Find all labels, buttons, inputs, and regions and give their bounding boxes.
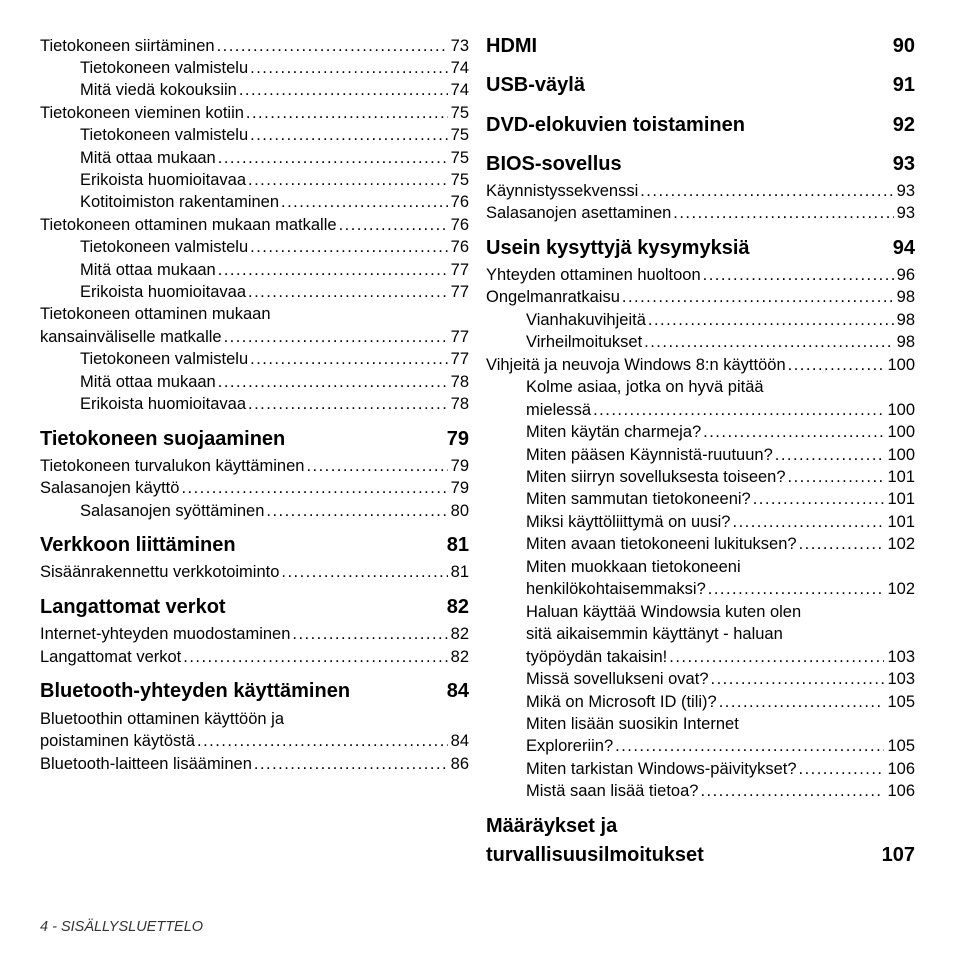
entry-page: 78	[450, 373, 469, 391]
entry-page: 93	[896, 182, 915, 200]
page-footer: 4 - SISÄLLYSLUETTELO	[40, 919, 204, 935]
dot-leader	[266, 501, 447, 521]
dot-leader	[306, 456, 447, 476]
chapter-title: Tietokoneen suojaaminen	[40, 428, 286, 450]
entry-page: 102	[887, 535, 915, 553]
toc-chapter-heading[interactable]	[486, 843, 915, 867]
toc-subentry[interactable]	[80, 125, 469, 145]
entry-title: Miten avaan tietokoneeni lukituksen?	[526, 535, 797, 553]
dot-leader	[644, 332, 893, 352]
dot-leader	[703, 422, 884, 442]
toc-subentry[interactable]	[80, 80, 469, 100]
entry-title: Erikoista huomioitavaa	[80, 395, 246, 413]
toc-chapter-heading[interactable]	[40, 427, 469, 451]
toc-subentry[interactable]	[80, 394, 469, 414]
entry-title: Tietokoneen ottaminen mukaan matkalle	[40, 216, 337, 234]
entry-title: Miten käytän charmeja?	[526, 423, 702, 441]
entry-title: Bluetooth-laitteen lisääminen	[40, 755, 252, 773]
toc-subentry[interactable]	[526, 736, 915, 756]
toc-subentry[interactable]	[526, 422, 915, 442]
dot-leader	[593, 400, 884, 420]
entry-page: 77	[450, 350, 469, 368]
chapter-page: 93	[892, 153, 915, 175]
dot-leader	[292, 624, 447, 644]
entry-page: 76	[450, 216, 469, 234]
entry-title: Mistä saan lisää tietoa?	[526, 782, 699, 800]
dot-leader	[217, 36, 448, 56]
entry-title: Erikoista huomioitavaa	[80, 171, 246, 189]
entry-page: 100	[887, 446, 915, 464]
toc-subentry[interactable]	[526, 647, 915, 667]
dot-leader	[250, 125, 447, 145]
entry-title: henkilökohtaisemmaksi?	[526, 580, 706, 598]
toc-chapter-heading[interactable]	[40, 595, 469, 619]
toc-entry[interactable]	[40, 215, 469, 235]
entry-page: 101	[887, 468, 915, 486]
entry-title: Mitä viedä kokouksiin	[80, 81, 237, 99]
dot-leader	[248, 170, 448, 190]
toc-subentry[interactable]	[526, 781, 915, 801]
entry-page: 75	[450, 171, 469, 189]
toc-entry[interactable]	[40, 624, 469, 644]
entry-title: Kotitoimiston rakentaminen	[80, 193, 280, 211]
dot-leader	[218, 260, 448, 280]
entry-page: 84	[450, 732, 469, 750]
entry-page: 101	[887, 490, 915, 508]
entry-title: Tietokoneen siirtäminen	[40, 37, 215, 55]
toc-subentry[interactable]	[80, 237, 469, 257]
entry-title: Mikä on Microsoft ID (tili)?	[526, 693, 717, 711]
dot-leader	[339, 215, 448, 235]
chapter-page: 84	[446, 680, 469, 702]
toc-entry[interactable]	[40, 731, 469, 751]
toc-entry[interactable]	[40, 754, 469, 774]
toc-entry-line[interactable]: Tietokoneen ottaminen mukaan	[40, 305, 271, 323]
entry-page: 82	[450, 625, 469, 643]
entry-title: Miten siirryn sovelluksesta toiseen?	[526, 468, 786, 486]
entry-page: 100	[887, 423, 915, 441]
entry-page: 101	[887, 513, 915, 531]
entry-title: Mitä ottaa mukaan	[80, 149, 216, 167]
chapter-page: 82	[446, 596, 469, 618]
entry-title: Internet-yhteyden muodostaminen	[40, 625, 291, 643]
entry-page: 74	[450, 59, 469, 77]
entry-title: Tietokoneen valmistelu	[80, 350, 249, 368]
toc-subentry-line[interactable]: Miten muokkaan tietokoneeni	[526, 558, 741, 576]
entry-page: 82	[450, 648, 469, 666]
toc-subentry[interactable]	[526, 759, 915, 779]
chapter-page: 81	[446, 534, 469, 556]
entry-page: 102	[887, 580, 915, 598]
chapter-title: Bluetooth-yhteyden käyttäminen	[40, 680, 351, 702]
entry-title: Miten tarkistan Windows-päivitykset?	[526, 760, 797, 778]
toc-subentry[interactable]	[526, 467, 915, 487]
entry-page: 105	[887, 693, 915, 711]
entry-title: poistaminen käytöstä	[40, 732, 196, 750]
toc-subentry[interactable]	[80, 372, 469, 392]
entry-page: 79	[450, 457, 469, 475]
toc-entry[interactable]	[40, 103, 469, 123]
entry-title: Käynnistyssekvenssi	[486, 182, 639, 200]
entry-title: Vihjeitä ja neuvoja Windows 8:n käyttöön	[486, 356, 786, 374]
entry-page: 98	[896, 288, 915, 306]
dot-leader	[218, 148, 448, 168]
entry-page: 80	[450, 502, 469, 520]
entry-page: 74	[450, 81, 469, 99]
entry-page: 75	[450, 126, 469, 144]
toc-chapter-heading[interactable]	[486, 236, 915, 260]
toc-subentry[interactable]	[80, 260, 469, 280]
entry-page: 93	[896, 204, 915, 222]
entry-title: Salasanojen asettaminen	[486, 204, 672, 222]
toc-entry[interactable]	[486, 265, 915, 285]
toc-subentry[interactable]	[526, 692, 915, 712]
toc-entry[interactable]	[486, 181, 915, 201]
entry-page: 106	[887, 782, 915, 800]
dot-leader	[711, 669, 885, 689]
entry-page: 77	[450, 283, 469, 301]
toc-subentry[interactable]	[526, 669, 915, 689]
toc-entry[interactable]	[40, 456, 469, 476]
dot-leader	[788, 467, 885, 487]
entry-title: kansainväliselle matkalle	[40, 328, 222, 346]
toc-chapter-heading-line[interactable]: Määräykset ja	[486, 815, 618, 837]
toc-chapter-heading[interactable]	[486, 73, 915, 97]
entry-page: 105	[887, 737, 915, 755]
dot-leader	[733, 512, 885, 532]
toc-subentry[interactable]	[80, 192, 469, 212]
toc-chapter-heading[interactable]	[40, 679, 469, 703]
dot-leader	[708, 579, 885, 599]
chapter-title: turvallisuusilmoitukset	[486, 844, 704, 866]
entry-title: Sisäänrakennettu verkkotoiminto	[40, 563, 280, 581]
toc-entry[interactable]	[486, 203, 915, 223]
entry-title: Tietokoneen valmistelu	[80, 126, 249, 144]
dot-leader	[799, 534, 885, 554]
dot-leader	[183, 647, 447, 667]
toc-entry[interactable]	[40, 36, 469, 56]
dot-leader	[622, 287, 894, 307]
toc-chapter-heading[interactable]	[486, 113, 915, 137]
dot-leader	[250, 58, 447, 78]
entry-title: Missä sovellukseni ovat?	[526, 670, 709, 688]
entry-page: 100	[887, 356, 915, 374]
entry-page: 103	[887, 670, 915, 688]
entry-title: työpöydän takaisin!	[526, 648, 668, 666]
dot-leader	[281, 562, 447, 582]
entry-page: 106	[887, 760, 915, 778]
entry-title: Exploreriin?	[526, 737, 614, 755]
dot-leader	[181, 478, 447, 498]
toc-entry[interactable]	[486, 355, 915, 375]
chapter-page: 79	[446, 428, 469, 450]
toc-entry[interactable]	[40, 478, 469, 498]
entry-page: 75	[450, 104, 469, 122]
entry-title: Miten pääsen Käynnistä-ruutuun?	[526, 446, 773, 464]
dot-leader	[218, 372, 448, 392]
entry-title: Mitä ottaa mukaan	[80, 261, 216, 279]
dot-leader	[254, 754, 448, 774]
entry-title: Salasanojen syöttäminen	[80, 502, 265, 520]
dot-leader	[250, 237, 447, 257]
entry-title: Tietokoneen vieminen kotiin	[40, 104, 244, 122]
toc-subentry[interactable]	[526, 332, 915, 352]
entry-page: 77	[450, 328, 469, 346]
entry-title: Salasanojen käyttö	[40, 479, 180, 497]
dot-leader	[640, 181, 893, 201]
entry-title: Vianhakuvihjeitä	[526, 311, 646, 329]
toc-subentry[interactable]	[526, 489, 915, 509]
toc-subentry[interactable]	[80, 170, 469, 190]
entry-title: Erikoista huomioitavaa	[80, 283, 246, 301]
toc-entry[interactable]	[40, 562, 469, 582]
dot-leader	[248, 282, 448, 302]
toc-subentry-line[interactable]: sitä aikaisemmin käyttänyt - haluan	[526, 625, 783, 643]
toc-subentry[interactable]	[80, 501, 469, 521]
toc-subentry[interactable]	[526, 534, 915, 554]
entry-title: Miksi käyttöliittymä on uusi?	[526, 513, 731, 531]
entry-page: 79	[450, 479, 469, 497]
entry-title: Mitä ottaa mukaan	[80, 373, 216, 391]
entry-page: 78	[450, 395, 469, 413]
dot-leader	[753, 489, 885, 509]
entry-title: Tietokoneen valmistelu	[80, 59, 249, 77]
entry-title: Yhteyden ottaminen huoltoon	[486, 266, 701, 284]
toc-chapter-heading[interactable]	[40, 533, 469, 557]
toc-chapter-heading[interactable]	[486, 152, 915, 176]
chapter-page: 92	[892, 114, 915, 136]
toc-entry-line[interactable]: Bluetoothin ottaminen käyttöön ja	[40, 710, 284, 728]
toc-subentry-line[interactable]: Kolme asiaa, jotka on hyvä pitää	[526, 378, 764, 396]
dot-leader	[700, 781, 884, 801]
entry-page: 73	[450, 37, 469, 55]
toc-subentry[interactable]	[80, 58, 469, 78]
toc-subentry[interactable]	[526, 445, 915, 465]
entry-page: 103	[887, 648, 915, 666]
chapter-title: USB-väylä	[486, 74, 585, 96]
chapter-title: Usein kysyttyjä kysymyksiä	[486, 237, 750, 259]
entry-title: Tietokoneen valmistelu	[80, 238, 249, 256]
dot-leader	[669, 647, 884, 667]
entry-title: Langattomat verkot	[40, 648, 182, 666]
entry-page: 98	[896, 333, 915, 351]
toc-entry[interactable]	[40, 327, 469, 347]
entry-page: 98	[896, 311, 915, 329]
dot-leader	[775, 445, 885, 465]
dot-leader	[615, 736, 884, 756]
dot-leader	[788, 355, 885, 375]
toc-subentry[interactable]	[80, 148, 469, 168]
chapter-title: Langattomat verkot	[40, 596, 226, 618]
chapter-title: Verkkoon liittäminen	[40, 534, 236, 556]
chapter-title: HDMI	[486, 35, 538, 57]
entry-page: 96	[896, 266, 915, 284]
toc-subentry-line[interactable]: Haluan käyttää Windowsia kuten olen	[526, 603, 802, 621]
chapter-page: 91	[892, 74, 915, 96]
toc-subentry[interactable]	[526, 310, 915, 330]
entry-page: 75	[450, 149, 469, 167]
chapter-title: BIOS-sovellus	[486, 153, 622, 175]
entry-page: 77	[450, 261, 469, 279]
toc-subentry[interactable]	[526, 512, 915, 532]
dot-leader	[799, 759, 885, 779]
entry-page: 76	[450, 238, 469, 256]
toc-subentry[interactable]	[526, 400, 915, 420]
toc-subentry[interactable]	[526, 579, 915, 599]
dot-leader	[239, 80, 448, 100]
dot-leader	[197, 731, 448, 751]
dot-leader	[250, 349, 447, 369]
dot-leader	[703, 265, 894, 285]
entry-page: 86	[450, 755, 469, 773]
toc-subentry-line[interactable]: Miten lisään suosikin Internet	[526, 715, 739, 733]
toc-entry[interactable]	[486, 287, 915, 307]
dot-leader	[719, 692, 885, 712]
dot-leader	[673, 203, 893, 223]
toc-subentry[interactable]	[80, 282, 469, 302]
toc-subentry[interactable]	[80, 349, 469, 369]
entry-title: Virheilmoitukset	[526, 333, 643, 351]
chapter-page: 90	[892, 35, 915, 57]
entry-page: 100	[887, 401, 915, 419]
entry-title: mielessä	[526, 401, 592, 419]
dot-leader	[248, 394, 448, 414]
entry-title: Tietokoneen turvalukon käyttäminen	[40, 457, 305, 475]
dot-leader	[246, 103, 448, 123]
chapter-page: 94	[892, 237, 915, 259]
dot-leader	[648, 310, 894, 330]
chapter-page: 107	[881, 844, 915, 866]
toc-entry[interactable]	[40, 647, 469, 667]
dot-leader	[281, 192, 448, 212]
chapter-title: DVD-elokuvien toistaminen	[486, 114, 745, 136]
dot-leader	[224, 327, 448, 347]
entry-title: Miten sammutan tietokoneeni?	[526, 490, 751, 508]
entry-title: Ongelmanratkaisu	[486, 288, 620, 306]
toc-chapter-heading[interactable]	[486, 34, 915, 58]
entry-page: 81	[450, 563, 469, 581]
entry-page: 76	[450, 193, 469, 211]
